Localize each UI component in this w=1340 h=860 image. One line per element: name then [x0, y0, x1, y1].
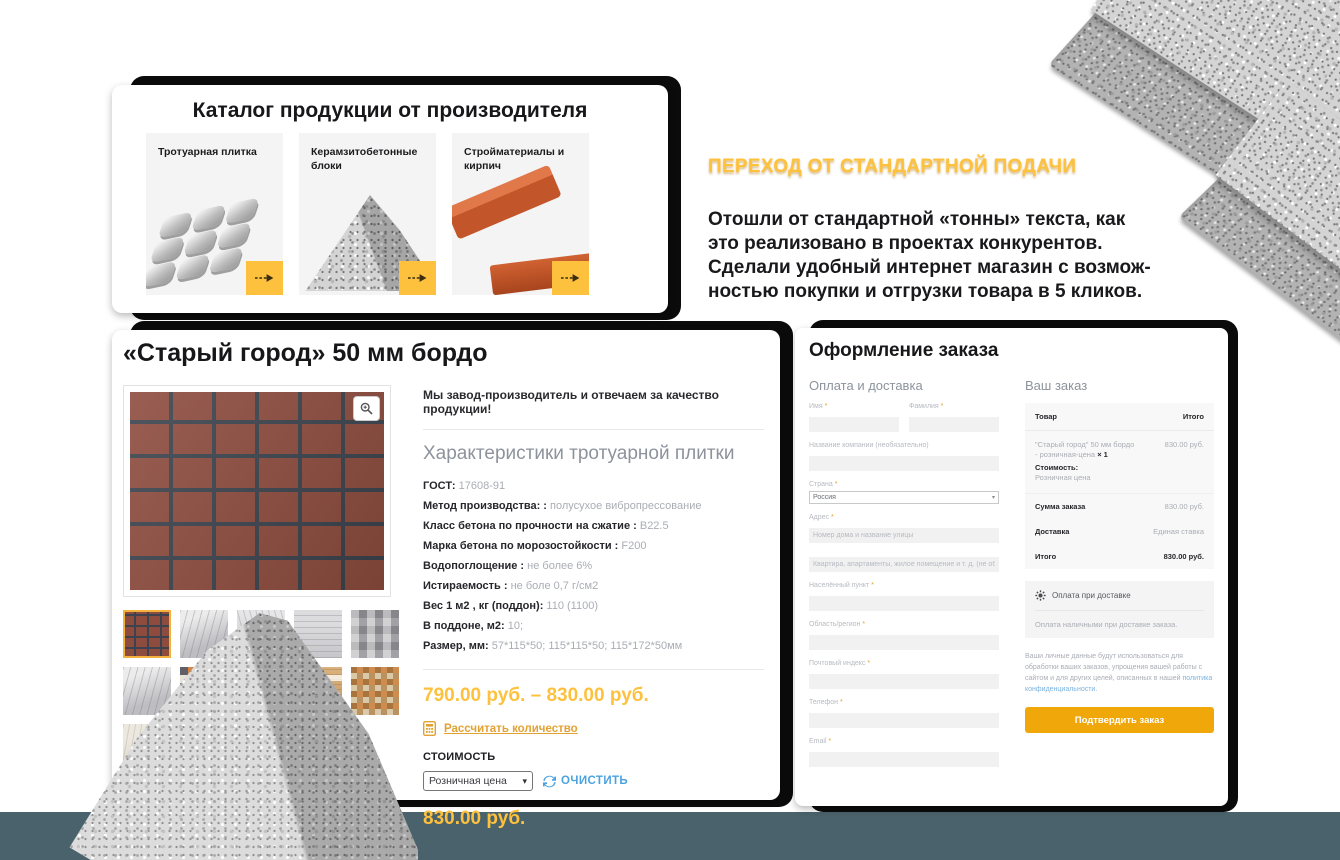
spec-value: В22.5: [636, 520, 669, 532]
field-label: Имя *: [809, 403, 828, 410]
order-totals: [1025, 494, 1214, 569]
order-total-row: [1025, 544, 1214, 569]
billing-input-Область/регион[interactable]: [809, 635, 999, 650]
billing-heading: Оплата и доставка: [809, 378, 923, 393]
checkout-title: Оформление заказа: [809, 340, 999, 361]
field-label: Почтовый индекс *: [809, 660, 871, 667]
spec-label: ГОСТ:: [423, 480, 456, 492]
required-asterisk: *: [871, 582, 874, 589]
required-asterisk: *: [839, 699, 843, 706]
spec-label: Класс бетона по прочности на сжатие :: [423, 520, 637, 532]
order-table: [1025, 403, 1214, 569]
order-total-label: Доставка: [1035, 527, 1070, 536]
magnifier-icon: [360, 402, 373, 415]
order-col-total: Итого: [1182, 412, 1204, 421]
paving-stone: [175, 254, 210, 281]
product-info: [423, 385, 764, 830]
order-total-value: Единая ставка: [1153, 527, 1204, 536]
catalog-cards: [146, 133, 589, 295]
catalog-window: [112, 85, 668, 313]
spec-line: [423, 596, 764, 616]
billing-fields: [809, 403, 999, 777]
clear-link-label: ОЧИСТИТЬ: [561, 775, 629, 787]
spec-line: [423, 496, 764, 516]
divider: [423, 669, 764, 670]
field-label: Страна *: [809, 481, 838, 488]
field-label: Название компании (необязательно): [809, 442, 929, 449]
promo-body-line: это реализовано в проектах конкурентов.: [708, 233, 1103, 254]
arrow-right-icon: [254, 273, 275, 283]
price-type-select[interactable]: [423, 771, 533, 791]
spec-line: [423, 476, 764, 496]
paving-stone: [158, 212, 193, 239]
catalog-card: [452, 133, 589, 295]
product-thumbnail-red-paving-selected[interactable]: [123, 610, 171, 658]
promo-body-line: Отошли от стандартной «тонны» текста, как: [708, 209, 1126, 230]
spec-label: Марка бетона по морозостойкости :: [423, 540, 619, 552]
specs-list: [423, 476, 764, 656]
brick-graphic: [452, 165, 562, 240]
privacy-note: [1025, 651, 1214, 695]
order-item-meta-value: Розничная цена: [1035, 473, 1091, 482]
paving-stone: [183, 229, 218, 256]
product-thumbnail-gray-paving-mosaic[interactable]: [351, 610, 399, 658]
calculate-quantity-link[interactable]: Рассчитать количество: [444, 722, 578, 735]
billing-input-Название компании (необязательно)[interactable]: [809, 456, 999, 471]
field-label: Email *: [809, 738, 832, 745]
spec-label: Вес 1 м2 , кг (поддон):: [423, 600, 544, 612]
billing-field-group: [909, 403, 999, 432]
payment-method-label: Оплата при доставке: [1052, 591, 1131, 600]
required-asterisk: *: [940, 403, 944, 410]
spec-value: F200: [618, 540, 647, 552]
order-item-qty: × 1: [1097, 450, 1108, 459]
chevron-down-icon: ▾: [991, 495, 995, 501]
promo-body: [708, 208, 1200, 304]
spec-line: [423, 556, 764, 576]
catalog-title: Каталог продукции от производителя: [192, 99, 588, 122]
country-select[interactable]: [809, 491, 999, 504]
spec-value: 57*115*50; 115*115*50; 115*172*50мм: [488, 640, 683, 652]
paving-stone: [191, 204, 226, 231]
price-type-select-value: Розничная цена: [429, 775, 507, 787]
spec-label: Размер, мм:: [423, 640, 489, 652]
privacy-policy-link[interactable]: политика конфиденциальности.: [1025, 675, 1213, 693]
refresh-icon: [543, 775, 556, 788]
catalog-card: [299, 133, 436, 295]
required-asterisk: *: [862, 621, 866, 628]
paving-stone: [224, 197, 259, 224]
catalog-card-label: Керамзитобетонные блоки: [311, 146, 418, 172]
billing-input-Email[interactable]: [809, 752, 999, 767]
final-price: 830.00 руб.: [423, 808, 526, 829]
required-asterisk: *: [830, 514, 834, 521]
billing-input-Фамилия[interactable]: [909, 417, 999, 432]
billing-field-group: [809, 514, 999, 543]
billing-input-address-2[interactable]: [809, 557, 999, 572]
billing-field-group: [809, 442, 999, 471]
promo-body-line: Сделали удобный интернет магазин с возмож-: [708, 257, 1151, 278]
billing-field-group: [809, 582, 999, 611]
billing-field-group: [809, 660, 999, 689]
billing-field-group: [809, 699, 999, 728]
spec-line: [423, 636, 764, 656]
product-main-image: [123, 385, 391, 597]
billing-input-Населённый пункт[interactable]: [809, 596, 999, 611]
promo-block: [708, 156, 1200, 304]
quality-note: Мы завод-производитель и отвечаем за качество продукции!: [423, 388, 719, 416]
order-col-product: Товар: [1035, 412, 1057, 421]
country-select-value: Россия: [813, 494, 836, 501]
spec-value: не более 6%: [524, 560, 593, 572]
paving-stone: [216, 222, 251, 249]
card-arrow-button[interactable]: [246, 261, 283, 295]
product-thumbnail-orange-paving-mosaic[interactable]: [351, 667, 399, 715]
spec-label: Истираемость :: [423, 580, 508, 592]
paving-stone: [150, 236, 185, 263]
cost-label: СТОИМОСТЬ: [423, 751, 496, 763]
order-item-meta-label: Стоимость:: [1035, 463, 1079, 472]
spec-label: Водопоглощение :: [423, 560, 525, 572]
required-asterisk: *: [867, 660, 871, 667]
spec-line: [423, 616, 764, 636]
billing-input-Телефон[interactable]: [809, 713, 999, 728]
order-total-label: Сумма заказа: [1035, 502, 1086, 511]
arrow-right-icon: [407, 273, 428, 283]
required-asterisk: *: [824, 403, 828, 410]
billing-input-Имя[interactable]: [809, 417, 899, 432]
order-heading: Ваш заказ: [1025, 378, 1088, 393]
field-label: Населённый пункт *: [809, 582, 874, 589]
order-item-row: [1025, 431, 1214, 494]
spec-value: полусухое вибропрессование: [546, 500, 702, 512]
card-arrow-button[interactable]: [399, 261, 436, 295]
paving-stone: [208, 247, 243, 274]
spec-value: 110 (1100): [543, 600, 599, 612]
order-total-value: 830.00 руб.: [1164, 502, 1204, 511]
payment-description: Оплата наличными при доставке заказа.: [1035, 620, 1178, 629]
spec-line: [423, 536, 764, 556]
arrow-right-icon: [560, 273, 581, 283]
gear-icon: [1035, 590, 1046, 601]
red-paving-photo: [130, 392, 384, 590]
catalog-card-label: Стройматериалы и кирпич: [464, 146, 565, 172]
confirm-order-button[interactable]: Подтвердить заказ: [1025, 707, 1214, 733]
promo-body-line: ностью покупки и отгрузки товара в 5 кликов.: [708, 281, 1143, 302]
order-total-label: Итого: [1035, 552, 1057, 561]
payment-method-option[interactable]: [1035, 590, 1204, 611]
required-asterisk: *: [834, 481, 838, 488]
privacy-text: Ваши личные данные будут использоваться для обработки ваших заказов, упрощения вашей работы с сайтом и для других целей, описанных в нашей: [1025, 653, 1203, 682]
card-arrow-button[interactable]: [552, 261, 589, 295]
field-label: Адрес *: [809, 514, 834, 521]
specs-title: Характеристики тротуарной плитки: [423, 443, 735, 464]
billing-column: [809, 378, 999, 777]
billing-field-group: [809, 553, 999, 572]
payment-box: [1025, 581, 1214, 638]
order-item-name: "Старый город" 50 мм бордо - розничная-цена: [1035, 440, 1135, 459]
billing-field-group: [809, 621, 999, 650]
order-item-total: 830.00 руб.: [1164, 440, 1204, 449]
promo-heading: ПЕРЕХОД ОТ СТАНДАРТНОЙ ПОДАЧИ: [708, 156, 1077, 177]
catalog-card-label: Тротуарная плитка: [158, 146, 257, 158]
spec-line: [423, 516, 764, 536]
clear-link[interactable]: [543, 775, 628, 788]
spec-line: [423, 576, 764, 596]
paving-stones-graphic: [146, 197, 259, 287]
catalog-card: [146, 133, 283, 295]
order-total-row: [1025, 494, 1214, 519]
field-label: Область/регион *: [809, 621, 866, 628]
spec-label: Метод производства: :: [423, 500, 547, 512]
billing-field-group: [809, 738, 999, 767]
spec-value: 17608-91: [455, 480, 506, 492]
spec-value: не боле 0,7 г/см2: [507, 580, 599, 592]
billing-input-Адрес[interactable]: [809, 528, 999, 543]
spec-label: В поддоне, м2:: [423, 620, 505, 632]
spec-value: 10;: [504, 620, 524, 632]
chevron-down-icon: ▾: [522, 775, 527, 786]
calculator-icon: [423, 721, 436, 736]
image-zoom-button[interactable]: [353, 396, 380, 421]
field-label: Телефон *: [809, 699, 843, 706]
billing-field-group: [809, 481, 999, 504]
order-column: [1025, 378, 1214, 777]
checkout-window: [795, 328, 1228, 806]
field-label: Фамилия *: [909, 403, 944, 410]
product-title: «Старый город» 50 мм бордо: [123, 339, 488, 367]
paving-stone: [146, 261, 177, 288]
order-total-row: [1025, 519, 1214, 544]
order-total-value: 830.00 руб.: [1163, 552, 1204, 561]
required-asterisk: *: [828, 738, 832, 745]
billing-input-Почтовый индекс[interactable]: [809, 674, 999, 689]
price-range: 790.00 руб. – 830.00 руб.: [423, 685, 649, 706]
divider: [423, 429, 764, 430]
billing-field-group: [809, 403, 899, 432]
